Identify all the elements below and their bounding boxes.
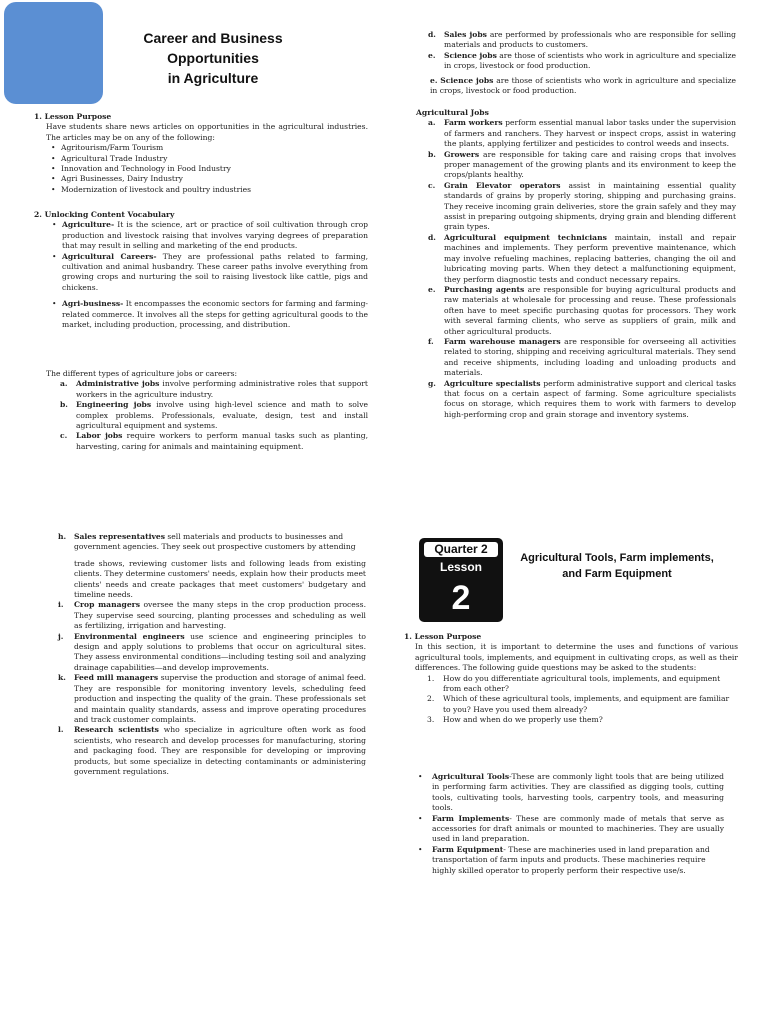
term: Farm warehouse managers bbox=[444, 336, 561, 346]
term: Science jobs bbox=[444, 50, 497, 60]
item-marker: a. bbox=[428, 118, 436, 128]
item-marker: f. bbox=[428, 336, 434, 346]
definition: who specialize in agriculture often work as food scientists, who research and develop processes for manufacturing, storing and packaging food. They are responsible for developing or improving products, but some specialize in detecting contaminants or administering government regulations. bbox=[74, 725, 367, 776]
definition: are responsible for taking care and raising crops that involves proper management of the growing plants and its environment to keep the crops/plants healthy. bbox=[444, 149, 736, 180]
section-heading: 1. Lesson Purpose bbox=[404, 632, 482, 641]
term: Farm workers bbox=[444, 118, 503, 128]
list-item bbox=[418, 772, 724, 814]
list-item bbox=[58, 673, 366, 725]
question-text: How and when do we properly use them? bbox=[443, 715, 603, 725]
list-item bbox=[428, 150, 736, 181]
vocabulary-section bbox=[34, 210, 368, 330]
definition: It is the science, art or practice of soil cultivation through crop production and livestock raising that involves varying degrees of preparation that may result in selling and marketing of the end products. bbox=[62, 220, 368, 251]
item-marker: 2. bbox=[427, 694, 435, 704]
term: Sales jobs bbox=[444, 30, 487, 39]
list-item: • Innovation and Technology in Food Industry bbox=[51, 164, 368, 174]
list-item bbox=[60, 379, 368, 400]
page-title bbox=[108, 28, 318, 88]
item-marker: e. bbox=[428, 50, 436, 60]
item-marker: g. bbox=[428, 378, 436, 388]
list-item-repeat bbox=[430, 76, 736, 97]
question-text: How do you differentiate agricultural tools, implements, and equipment from each other? bbox=[443, 673, 721, 694]
definition: It encompasses the economic sectors for farming and farming- related commerce. It involves all the steps for getting agricultural goods to the market, including production, processing, and distribution. bbox=[62, 299, 368, 330]
decorative-blue-tab bbox=[4, 2, 103, 104]
item-marker: c. bbox=[60, 431, 68, 441]
term: Agricultural Tools bbox=[432, 772, 510, 781]
list-item bbox=[428, 379, 736, 421]
definition: are those of scientists who work in agriculture and specialize in crops, livestock or food production. bbox=[430, 76, 736, 96]
question-item bbox=[427, 715, 738, 725]
question-item bbox=[427, 694, 738, 715]
definition: sell materials and products to businesses and government agencies. They seek out prospective customers by attending bbox=[74, 532, 356, 552]
definition: are those of scientists who work in agriculture and specialize in crops, livestock or food production. bbox=[444, 50, 736, 71]
term: Agri-business- bbox=[62, 299, 124, 309]
definition: assist in maintaining essential quality standards of grains by properly storing, shipping and purchasing grains. They receive incoming grain deliveries, store the grain safely and they may assist in preparing outgoing shipments, drying grain and blending different grain types. bbox=[444, 180, 736, 232]
term: Sales representatives bbox=[74, 532, 165, 541]
definition: - These are commonly made of metals that serve as accessories for draft animals or mounted to machineries. They are usually used in land preparation. bbox=[432, 813, 725, 844]
section-heading: 1. Lesson Purpose bbox=[34, 112, 112, 121]
list-item bbox=[428, 181, 736, 233]
definition: require workers to perform manual tasks such as planting, harvesting, caring for animals and maintaining equipment. bbox=[76, 431, 368, 451]
agricultural-jobs-section bbox=[416, 108, 736, 420]
list-item bbox=[58, 532, 366, 553]
item-marker: b. bbox=[60, 400, 68, 410]
list-item bbox=[58, 600, 366, 631]
term: Farm Implements bbox=[432, 813, 510, 823]
list-item bbox=[52, 220, 368, 251]
definition: are responsible for overseeing all activities related to storing, shipping and receiving agricultural materials. They send and receive shipments, including loading and unloading products and materials. bbox=[444, 336, 736, 378]
section-heading: 2. Unlocking Content Vocabulary bbox=[34, 210, 175, 219]
item-marker: a. bbox=[60, 379, 68, 389]
definition: use science and engineering principles to design and apply solutions to problems that occur on agricultural sites. They assess environmental conditions—including testing soil and analyzing drainage capabilities—and develop improvements. bbox=[74, 631, 366, 672]
item-marker: h. bbox=[58, 532, 67, 541]
term: Agricultural equipment technicians bbox=[444, 232, 607, 242]
item-marker: d. bbox=[428, 232, 436, 242]
term: Crop managers bbox=[74, 600, 140, 610]
term: Purchasing agents bbox=[444, 284, 525, 294]
quarter-lesson-badge bbox=[419, 538, 503, 622]
term: Grain Elevator operators bbox=[444, 180, 561, 190]
definition: perform essential manual labor tasks under the supervision of farmers and ranchers. They harvest or inspect crops, assist in watering the plants, applying fertilizer and pesticides to control weeds and insects. bbox=[444, 118, 736, 149]
list-item bbox=[428, 285, 736, 337]
item-marker: 1. bbox=[427, 673, 435, 683]
item-marker: b. bbox=[428, 149, 436, 159]
definition: - These are machineries used in land preparation and transportation of farm inputs and products. These machineries require highly skilled operator to properly perform their respective use/s. bbox=[432, 844, 710, 875]
term: Growers bbox=[444, 149, 480, 159]
definition: are responsible for buying agricultural products and raw materials at wholesale for processing and reuse. These professionals often have to meet specific purchasing quotas for processors. They work with several farming clients, who serve as suppliers of grain, milk and other agricultural products. bbox=[444, 284, 736, 336]
paragraph: The different types of agriculture jobs or careers: bbox=[46, 369, 238, 378]
paragraph: Have students share news articles on opportunities in the agricultural industries. The articles may be on any of the following: bbox=[46, 122, 368, 142]
item-marker: e. bbox=[430, 76, 438, 85]
list-item bbox=[52, 299, 368, 330]
title-line-1: Agricultural Tools, Farm implements, bbox=[520, 552, 714, 564]
list-item bbox=[428, 233, 736, 285]
item-marker: d. bbox=[428, 30, 436, 39]
paragraph: In this section, it is important to determine the uses and functions of various agricultural tools, implements, and equipment in cultivating crops, as well as their differences. The following guide questions may be asked to the students: bbox=[415, 642, 738, 673]
list-item bbox=[428, 337, 736, 379]
list-item bbox=[418, 845, 724, 876]
list-item bbox=[428, 30, 736, 51]
item-marker: l. bbox=[58, 725, 64, 735]
definition: involve using high-level science and math to solve complex problems. Professionals, evaluate, design, test and install agricultural equipment and systems. bbox=[76, 400, 368, 431]
term: Farm Equipment bbox=[432, 844, 504, 854]
list-item: • Modernization of livestock and poultry industries bbox=[51, 185, 368, 195]
lesson-number: 2 bbox=[451, 579, 471, 617]
list-item bbox=[60, 400, 368, 431]
term: Engineering jobs bbox=[76, 400, 152, 410]
item-marker: j. bbox=[58, 631, 64, 641]
item-marker: i. bbox=[58, 600, 64, 610]
definition: oversee the many steps in the crop production process. They supervise seed sourcing, planting processes and scheduling as well as fertilizing, irrigation and harvesting. bbox=[74, 600, 366, 631]
question-item bbox=[427, 674, 738, 695]
term: Agriculture specialists bbox=[444, 378, 541, 388]
job-types-section bbox=[46, 369, 368, 452]
term: Agriculture- bbox=[62, 220, 115, 230]
item-marker: k. bbox=[58, 673, 66, 683]
definition: involve performing administrative roles that support workers in the agriculture industry. bbox=[76, 379, 368, 399]
item-marker: e. bbox=[428, 284, 436, 294]
title-line-2: in Agriculture bbox=[167, 70, 259, 86]
item-marker: 3. bbox=[427, 715, 435, 725]
definition: supervise the production and storage of animal feed. They are responsible for monitoring inventory levels, scheduling feed production and inspecting the quality of the grain. These professionals set and maintain quality standards, assess and improve operating procedures and track customer complaints. bbox=[74, 673, 366, 724]
term: Feed mill managers bbox=[74, 673, 159, 683]
definition-continued: trade shows, reviewing customer lists and following leads from existing clients. They determine customers' needs, explain how their products meet clients' needs and create packages that meet customers' budgetary and timeline needs. bbox=[74, 558, 366, 600]
definition: They are professional paths related to farming, cultivation and animal husbandry. These career paths involve everything from growing crops and nurturing the soil to raising livestock like cattle, pigs and chickens. bbox=[62, 251, 368, 292]
term: Research scientists bbox=[74, 725, 159, 735]
term: Environmental engineers bbox=[74, 631, 185, 641]
quarter-label: Quarter 2 bbox=[424, 542, 498, 557]
section-heading: Agricultural Jobs bbox=[416, 108, 489, 117]
lesson-title bbox=[510, 550, 724, 582]
more-jobs-section bbox=[58, 532, 366, 777]
definition: -These are commonly light tools that are being utilized in performing farm activities. They are classified as digging tools, cutting tools, cultivating tools, harvesting tools, carpentry tools, and measuring tools. bbox=[432, 772, 724, 813]
list-item: • Agri Businesses, Dairy Industry bbox=[51, 174, 368, 184]
term: Administrative jobs bbox=[76, 379, 160, 389]
list-item bbox=[58, 632, 366, 674]
list-item bbox=[58, 725, 366, 777]
list-item bbox=[428, 51, 736, 72]
title-line-1: Career and Business Opportunities bbox=[143, 30, 283, 66]
term: Agricultural Careers- bbox=[62, 251, 157, 261]
definition: maintain, install and repair machines and implements. They perform preventive maintenance, which may involve refueling machines, replacing batteries, changing the oil and lubricating moving parts. When they detect a malfunctioning equipment, they perform diagnostic tests and conduct necessary repairs. bbox=[444, 232, 736, 284]
title-line-2: and Farm Equipment bbox=[562, 568, 672, 580]
lesson-purpose-section bbox=[34, 112, 368, 195]
term: Labor jobs bbox=[76, 431, 123, 441]
question-text: Which of these agricultural tools, implements, and equipment are familiar to you? Have you used them already? bbox=[443, 694, 730, 714]
list-item bbox=[418, 814, 724, 845]
lesson-purpose-2-section bbox=[404, 632, 738, 726]
job-types-continued bbox=[428, 30, 736, 72]
list-item bbox=[52, 252, 368, 294]
list-item bbox=[428, 118, 736, 149]
definitions-section bbox=[418, 772, 724, 876]
definition: perform administrative support and clerical tasks that focus on a certain aspect of farming. Some agriculture specialists focus on storage, which requires them to work with farmers to develop high-performing crop and grain storage and inventory systems. bbox=[444, 378, 736, 419]
definition: are performed by professionals who are responsible for selling materials and products to customers. bbox=[444, 30, 737, 50]
list-item: • Agricultural Trade Industry bbox=[51, 154, 368, 164]
list-item: • Agritourism/Farm Tourism bbox=[51, 143, 368, 153]
term: Science jobs bbox=[440, 76, 494, 85]
item-marker: c. bbox=[428, 180, 436, 190]
list-item bbox=[60, 431, 368, 452]
lesson-label: Lesson bbox=[439, 560, 482, 574]
